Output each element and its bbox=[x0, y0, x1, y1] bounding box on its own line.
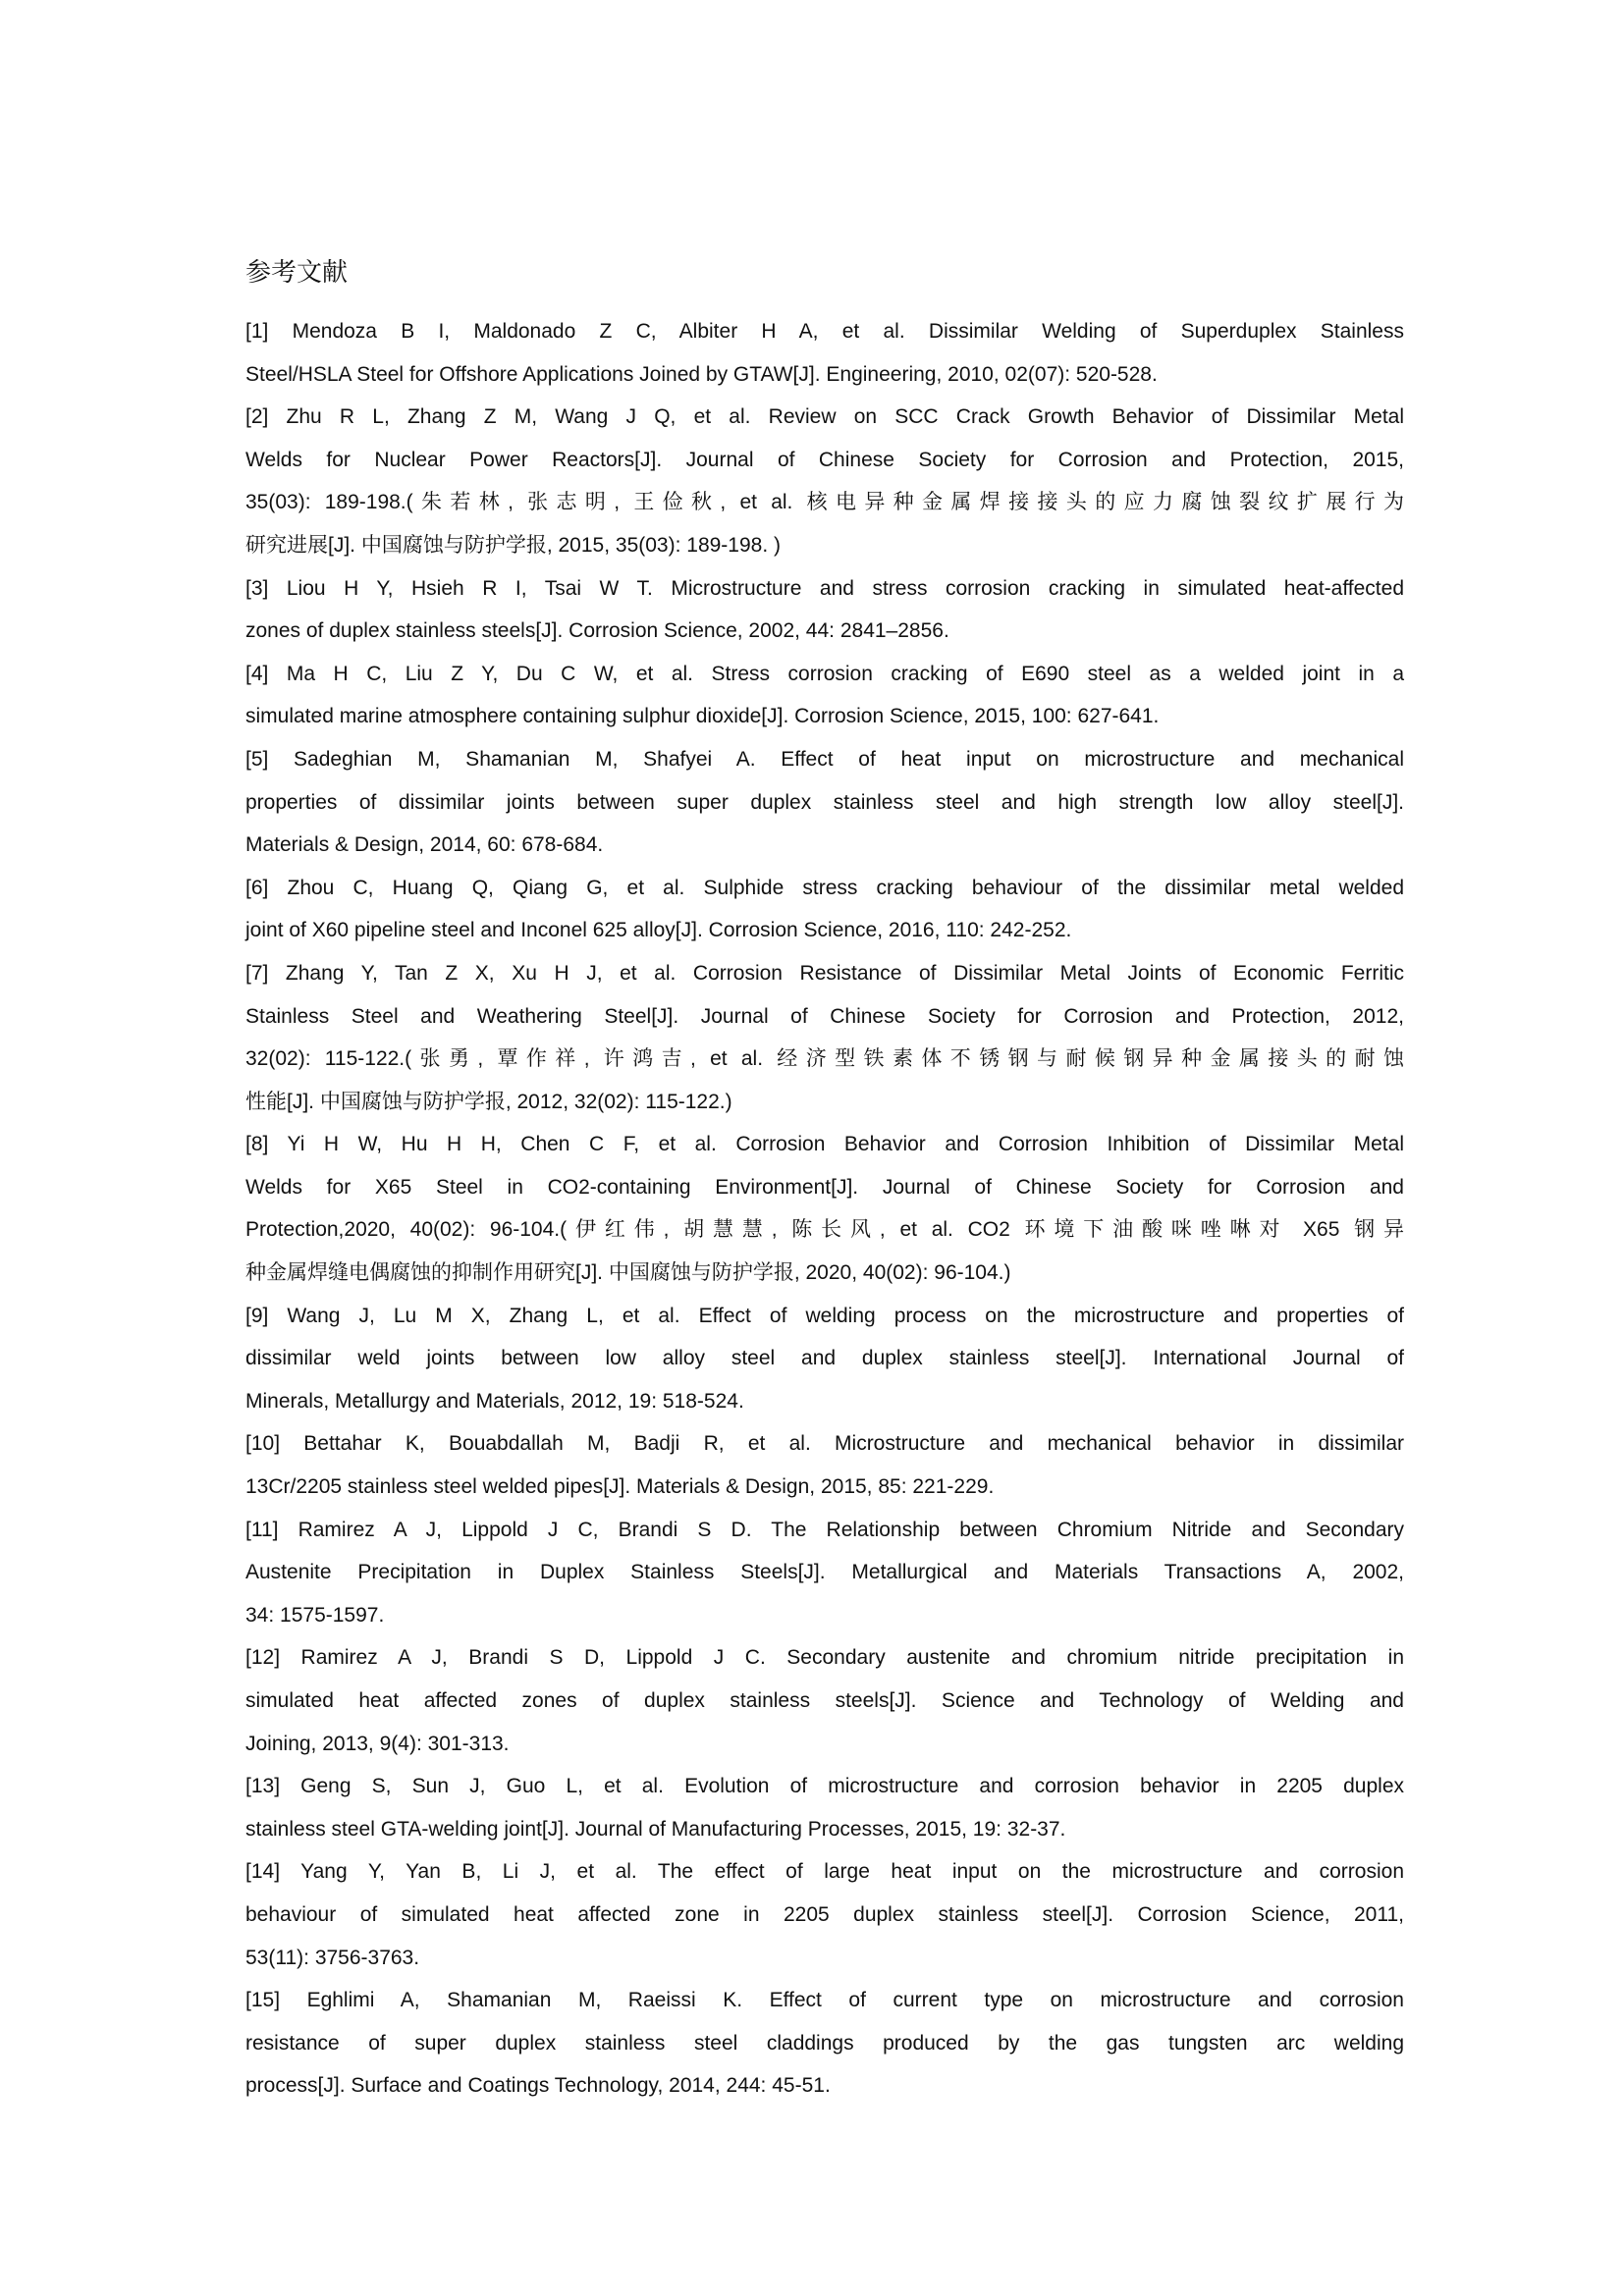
reference-line: Stainless Steel and Weathering Steel[J]. Journal of Chinese Society for Corrosion and Protection, 2012, bbox=[245, 1004, 1404, 1028]
reference-line: [5] Sadeghian M, Shamanian M, Shafyei A. Effect of heat input on microstructure and mechanical bbox=[245, 747, 1404, 771]
reference-line: [13] Geng S, Sun J, Guo L, et al. Evolution of microstructure and corrosion behavior in 2205 duplex bbox=[245, 1775, 1404, 1798]
reference-line: [14] Yang Y, Yan B, Li J, et al. The effect of large heat input on the microstructure and corrosion bbox=[245, 1860, 1404, 1884]
reference-line: simulated marine atmosphere containing sulphur dioxide[J]. Corrosion Science, 2015, 100: 627-641. bbox=[245, 705, 1160, 728]
reference-line: Steel/HSLA Steel for Offshore Applications Joined by GTAW[J]. Engineering, 2010, 02(07): 520-528. bbox=[245, 362, 1158, 386]
reference-line: [6] Zhou C, Huang Q, Qiang G, et al. Sulphide stress cracking behaviour of the dissimilar metal welded bbox=[245, 876, 1404, 899]
reference-line: [2] Zhu R L, Zhang Z M, Wang J Q, et al. Review on SCC Crack Growth Behavior of Dissimilar Metal bbox=[245, 405, 1404, 429]
reference-item bbox=[245, 1422, 1404, 1508]
reference-line: 35(03): 189-198.(朱若林, 张志明, 王俭秋, et al. 核电异种金属焊接接头的应力腐蚀裂纹扩展行为 bbox=[245, 491, 1404, 514]
reference-line: joint of X60 pipeline steel and Inconel 625 alloy[J]. Corrosion Science, 2016, 110: 242-252. bbox=[245, 919, 1072, 942]
reference-line: Protection,2020, 40(02): 96-104.(伊红伟, 胡慧慧, 陈长风, et al. CO2 环境下油酸咪唑啉对 X65 钢异 bbox=[245, 1218, 1404, 1242]
reference-line: 34: 1575-1597. bbox=[245, 1603, 385, 1627]
reference-item bbox=[245, 567, 1404, 653]
reference-item bbox=[245, 1295, 1404, 1423]
reference-line: 研究进展[J]. 中国腐蚀与防护学报, 2015, 35(03): 189-198. ) bbox=[245, 533, 781, 557]
reference-line: Materials & Design, 2014, 60: 678-684. bbox=[245, 833, 604, 857]
reference-line: [11] Ramirez A J, Lippold J C, Brandi S D. The Relationship between Chromium Nitride and Secondary bbox=[245, 1518, 1404, 1541]
reference-line: [8] Yi H W, Hu H H, Chen C F, et al. Corrosion Behavior and Corrosion Inhibition of Dissimilar Metal bbox=[245, 1133, 1404, 1156]
reference-line: 种金属焊缝电偶腐蚀的抑制作用研究[J]. 中国腐蚀与防护学报, 2020, 40(02): 96-104.) bbox=[245, 1261, 1011, 1285]
reference-item bbox=[245, 653, 1404, 738]
reference-line: 32(02): 115-122.(张勇, 覃作祥, 许鸿吉, et al. 经济型铁素体不锈钢与耐候钢异种金属接头的耐蚀 bbox=[245, 1047, 1404, 1071]
reference-item bbox=[245, 1509, 1404, 1637]
reference-item bbox=[245, 952, 1404, 1123]
reference-line: Austenite Precipitation in Duplex Stainless Steels[J]. Metallurgical and Materials Transactions A, 2002, bbox=[245, 1561, 1404, 1584]
reference-line: [1] Mendoza B I, Maldonado Z C, Albiter H A, et al. Dissimilar Welding of Superduplex Stainless bbox=[245, 320, 1404, 343]
reference-line: 53(11): 3756-3763. bbox=[245, 1946, 420, 1969]
page-title: 参考文献 bbox=[245, 257, 349, 287]
reference-item bbox=[245, 310, 1404, 396]
reference-line: Welds for Nuclear Power Reactors[J]. Journal of Chinese Society for Corrosion and Protection, 2015, bbox=[245, 448, 1404, 471]
reference-line: dissimilar weld joints between low alloy steel and duplex stainless steel[J]. International Journal of bbox=[245, 1347, 1404, 1370]
reference-line: [10] Bettahar K, Bouabdallah M, Badji R, et al. Microstructure and mechanical behavior in dissimilar bbox=[245, 1432, 1404, 1456]
reference-line: 13Cr/2205 stainless steel welded pipes[J]. Materials & Design, 2015, 85: 221-229. bbox=[245, 1475, 995, 1499]
reference-item bbox=[245, 738, 1404, 867]
reference-line: [12] Ramirez A J, Brandi S D, Lippold J C. Secondary austenite and chromium nitride precipitation in bbox=[245, 1646, 1404, 1670]
reference-line: [7] Zhang Y, Tan Z X, Xu H J, et al. Corrosion Resistance of Dissimilar Metal Joints of Economic Ferritic bbox=[245, 961, 1404, 985]
reference-line: [4] Ma H C, Liu Z Y, Du C W, et al. Stress corrosion cracking of E690 steel as a welded joint in a bbox=[245, 662, 1404, 685]
reference-line: [9] Wang J, Lu M X, Zhang L, et al. Effect of welding process on the microstructure and properties of bbox=[245, 1304, 1404, 1327]
reference-item bbox=[245, 396, 1404, 566]
reference-line: Minerals, Metallurgy and Materials, 2012, 19: 518-524. bbox=[245, 1389, 744, 1413]
reference-line: simulated heat affected zones of duplex stainless steels[J]. Science and Technology of Welding and bbox=[245, 1689, 1404, 1712]
reference-line: 性能[J]. 中国腐蚀与防护学报, 2012, 32(02): 115-122.) bbox=[245, 1090, 732, 1113]
reference-line: zones of duplex stainless steels[J]. Corrosion Science, 2002, 44: 2841–2856. bbox=[245, 619, 949, 643]
reference-line: [3] Liou H Y, Hsieh R I, Tsai W T. Microstructure and stress corrosion cracking in simulated heat-affected bbox=[245, 576, 1404, 600]
reference-item bbox=[245, 867, 1404, 952]
reference-line: process[J]. Surface and Coatings Technology, 2014, 244: 45-51. bbox=[245, 2074, 831, 2098]
reference-item bbox=[245, 1765, 1404, 1850]
reference-item bbox=[245, 1850, 1404, 1979]
reference-item bbox=[245, 1123, 1404, 1294]
reference-line: properties of dissimilar joints between super duplex stainless steel and high strength low alloy steel[J]. bbox=[245, 790, 1404, 814]
reference-line: resistance of super duplex stainless steel claddings produced by the gas tungsten arc welding bbox=[245, 2031, 1404, 2055]
reference-line: Welds for X65 Steel in CO2-containing Environment[J]. Journal of Chinese Society for Corrosion and bbox=[245, 1175, 1404, 1199]
reference-list bbox=[245, 310, 1404, 2108]
reference-item bbox=[245, 1636, 1404, 1765]
reference-item bbox=[245, 1979, 1404, 2108]
reference-line: stainless steel GTA-welding joint[J]. Journal of Manufacturing Processes, 2015, 19: 32-37. bbox=[245, 1817, 1066, 1841]
reference-line: Joining, 2013, 9(4): 301-313. bbox=[245, 1732, 510, 1755]
reference-line: behaviour of simulated heat affected zone in 2205 duplex stainless steel[J]. Corrosion Science, 2011, bbox=[245, 1902, 1404, 1926]
reference-line: [15] Eghlimi A, Shamanian M, Raeissi K. Effect of current type on microstructure and corrosion bbox=[245, 1989, 1404, 2012]
